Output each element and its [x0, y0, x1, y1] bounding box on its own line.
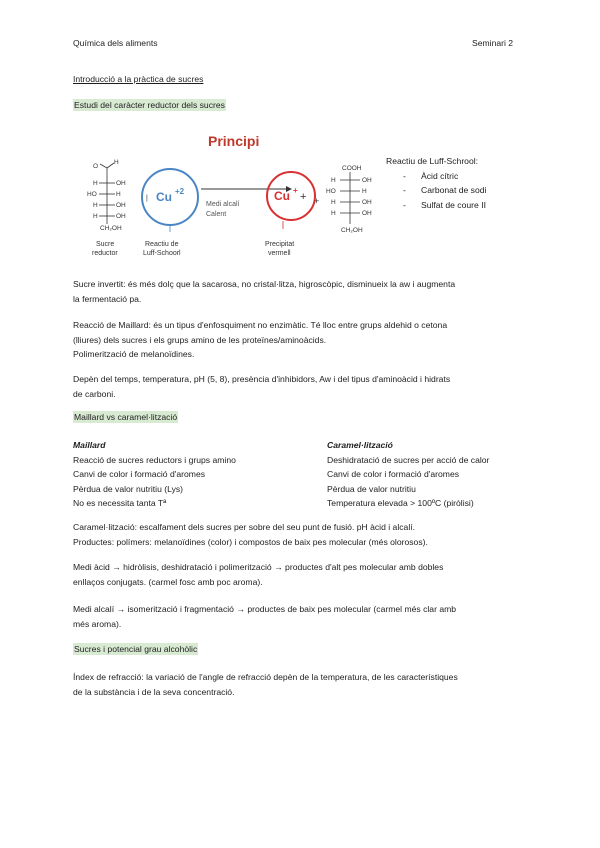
- reducing-sugar-structure: [87, 159, 126, 232]
- reagent-title: Reactiu de Luff-Schrool:: [386, 156, 479, 166]
- list-item: Pèrdua de valor nutritiu (Lys): [73, 483, 184, 494]
- list-item: Deshidratació de sucres per acció de calor: [327, 454, 490, 465]
- list-item: - Carbonat de sodi: [386, 183, 486, 198]
- reagent-list: [386, 169, 486, 213]
- svg-text:+2: +2: [175, 187, 185, 196]
- paragraph-maillard-reaction: Reacció de Maillard: és un tipus d'enfosquiment no enzimàtic. Té lloc entre grups aldehid o cetona (lliures) dels sucres i els grups amino de les proteïnes/aminoàcids. Polimerització de melanoïdines.: [73, 320, 448, 359]
- svg-text:CH₂OH: CH₂OH: [100, 225, 122, 232]
- svg-text:OH: OH: [362, 177, 372, 184]
- svg-text:H: H: [93, 213, 98, 220]
- list-item: Temperatura elevada > 100ºC (piròlisi): [327, 498, 474, 508]
- list-item: Pèrdua de valor nutritiu: [327, 483, 416, 494]
- column-title: Maillard: [73, 440, 106, 450]
- svg-text:H: H: [114, 159, 119, 166]
- paragraph-refraction-index: Índex de refracció: la variació de l'angle de refracció depèn de la temperatura, de les característiques de la substància i de la seva concentració.: [73, 672, 458, 697]
- svg-text:HO: HO: [326, 188, 336, 195]
- paragraph-inverted-sugar: Sucre invertit: és més dolç que la sacarosa, no cristal·litza, higroscòpic, disminueix la aw i augmenta la fermentació pa.: [73, 279, 456, 304]
- svg-text:OH: OH: [362, 199, 372, 206]
- section-heading-sugars-alcohol: [73, 644, 198, 654]
- svg-text:OH: OH: [116, 180, 126, 187]
- maillard-column: [73, 438, 236, 511]
- svg-text:|: |: [146, 195, 148, 202]
- header-subject: Química dels aliments: [73, 38, 158, 48]
- list-item: - Àcid cítric: [386, 169, 486, 184]
- caramelization-column: [327, 438, 489, 511]
- section-heading-maillard-vs-caramel: [73, 412, 178, 422]
- paragraph-alkaline-medium: Medi alcalí → isomerització i fragmentació → productes de baix pes molecular (carmel més clar amb més aroma).: [73, 604, 457, 629]
- svg-text:+: +: [293, 186, 298, 195]
- svg-text:O: O: [93, 163, 99, 170]
- list-item: - Sulfat de coure II: [386, 198, 486, 213]
- section-heading-text: Sucres i potencial grau alcohòlic: [74, 644, 198, 654]
- paragraph-acid-medium: Medi àcid → hidròlisis, deshidratació i polimerització → productes d'alt pes molecular amb dobles enllaços conjugats. (carmel fosc amb poc aroma).: [73, 562, 444, 587]
- luff-schoorl-principle-figure: [78, 128, 378, 258]
- svg-text:H: H: [331, 210, 336, 217]
- svg-text:HO: HO: [87, 191, 97, 198]
- list-item: Reacció de sucres reductors i grups amino: [73, 454, 236, 465]
- intro-title: Introducció a la pràctica de sucres: [73, 74, 204, 84]
- paragraph-caramelization: Caramel·lització: escalfament dels sucres per sobre del seu punt de fusió. pH àcid i alcalí. Productes: polímers: melanoïdines (color) i compostos de baix pes molecular (més olorosos).: [73, 522, 428, 547]
- svg-text:H: H: [93, 202, 98, 209]
- svg-text:+: +: [300, 191, 307, 203]
- svg-text:COOH: COOH: [342, 165, 362, 172]
- svg-text:H: H: [93, 180, 98, 187]
- cu1-label: Cu: [274, 189, 290, 203]
- list-item: Canvi de color i formació d'aromes: [73, 469, 206, 479]
- svg-text:Precipitat: Precipitat: [265, 241, 295, 248]
- svg-text:reductor: reductor: [92, 250, 118, 257]
- svg-text:Reactiu de: Reactiu de: [145, 241, 179, 248]
- svg-text:Luff-Schoorl: Luff-Schoorl: [143, 250, 181, 257]
- gluconic-acid-structure: [326, 165, 372, 234]
- list-item: No es necessita tanta Tª: [73, 498, 167, 508]
- svg-text:H: H: [362, 188, 367, 195]
- reagent-list-box: [386, 154, 486, 212]
- svg-text:Calent: Calent: [206, 211, 227, 218]
- svg-text:OH: OH: [362, 210, 372, 217]
- plus-sign: +: [314, 196, 320, 206]
- section-heading-text: Maillard vs caramel·lització: [74, 412, 178, 422]
- svg-text:H: H: [116, 191, 121, 198]
- cu2-label: Cu: [156, 190, 172, 204]
- svg-text:CH₂OH: CH₂OH: [341, 227, 363, 234]
- svg-text:Sucre: Sucre: [96, 241, 115, 248]
- list-item: Canvi de color i formació d'aromes: [327, 469, 460, 479]
- paragraph-dependencies: Depèn del temps, temperatura, pH (5, 8), presència d'inhibidors, Aw i del tipus d'aminoàcid i hidrats de carboni.: [73, 374, 451, 399]
- svg-text:Medi alcalí: Medi alcalí: [206, 201, 240, 208]
- svg-text:vermell: vermell: [268, 250, 291, 257]
- svg-text:OH: OH: [116, 213, 126, 220]
- section-heading-text: Estudi del caràcter reductor dels sucres: [74, 100, 225, 110]
- svg-text:OH: OH: [116, 202, 126, 209]
- column-title: Caramel·lització: [327, 440, 393, 450]
- svg-text:H: H: [331, 177, 336, 184]
- figure-title: Principi: [208, 133, 260, 149]
- section-heading-reducing-sugars: [73, 100, 226, 110]
- header-seminar: Seminari 2: [472, 38, 514, 48]
- svg-text:H: H: [331, 199, 336, 206]
